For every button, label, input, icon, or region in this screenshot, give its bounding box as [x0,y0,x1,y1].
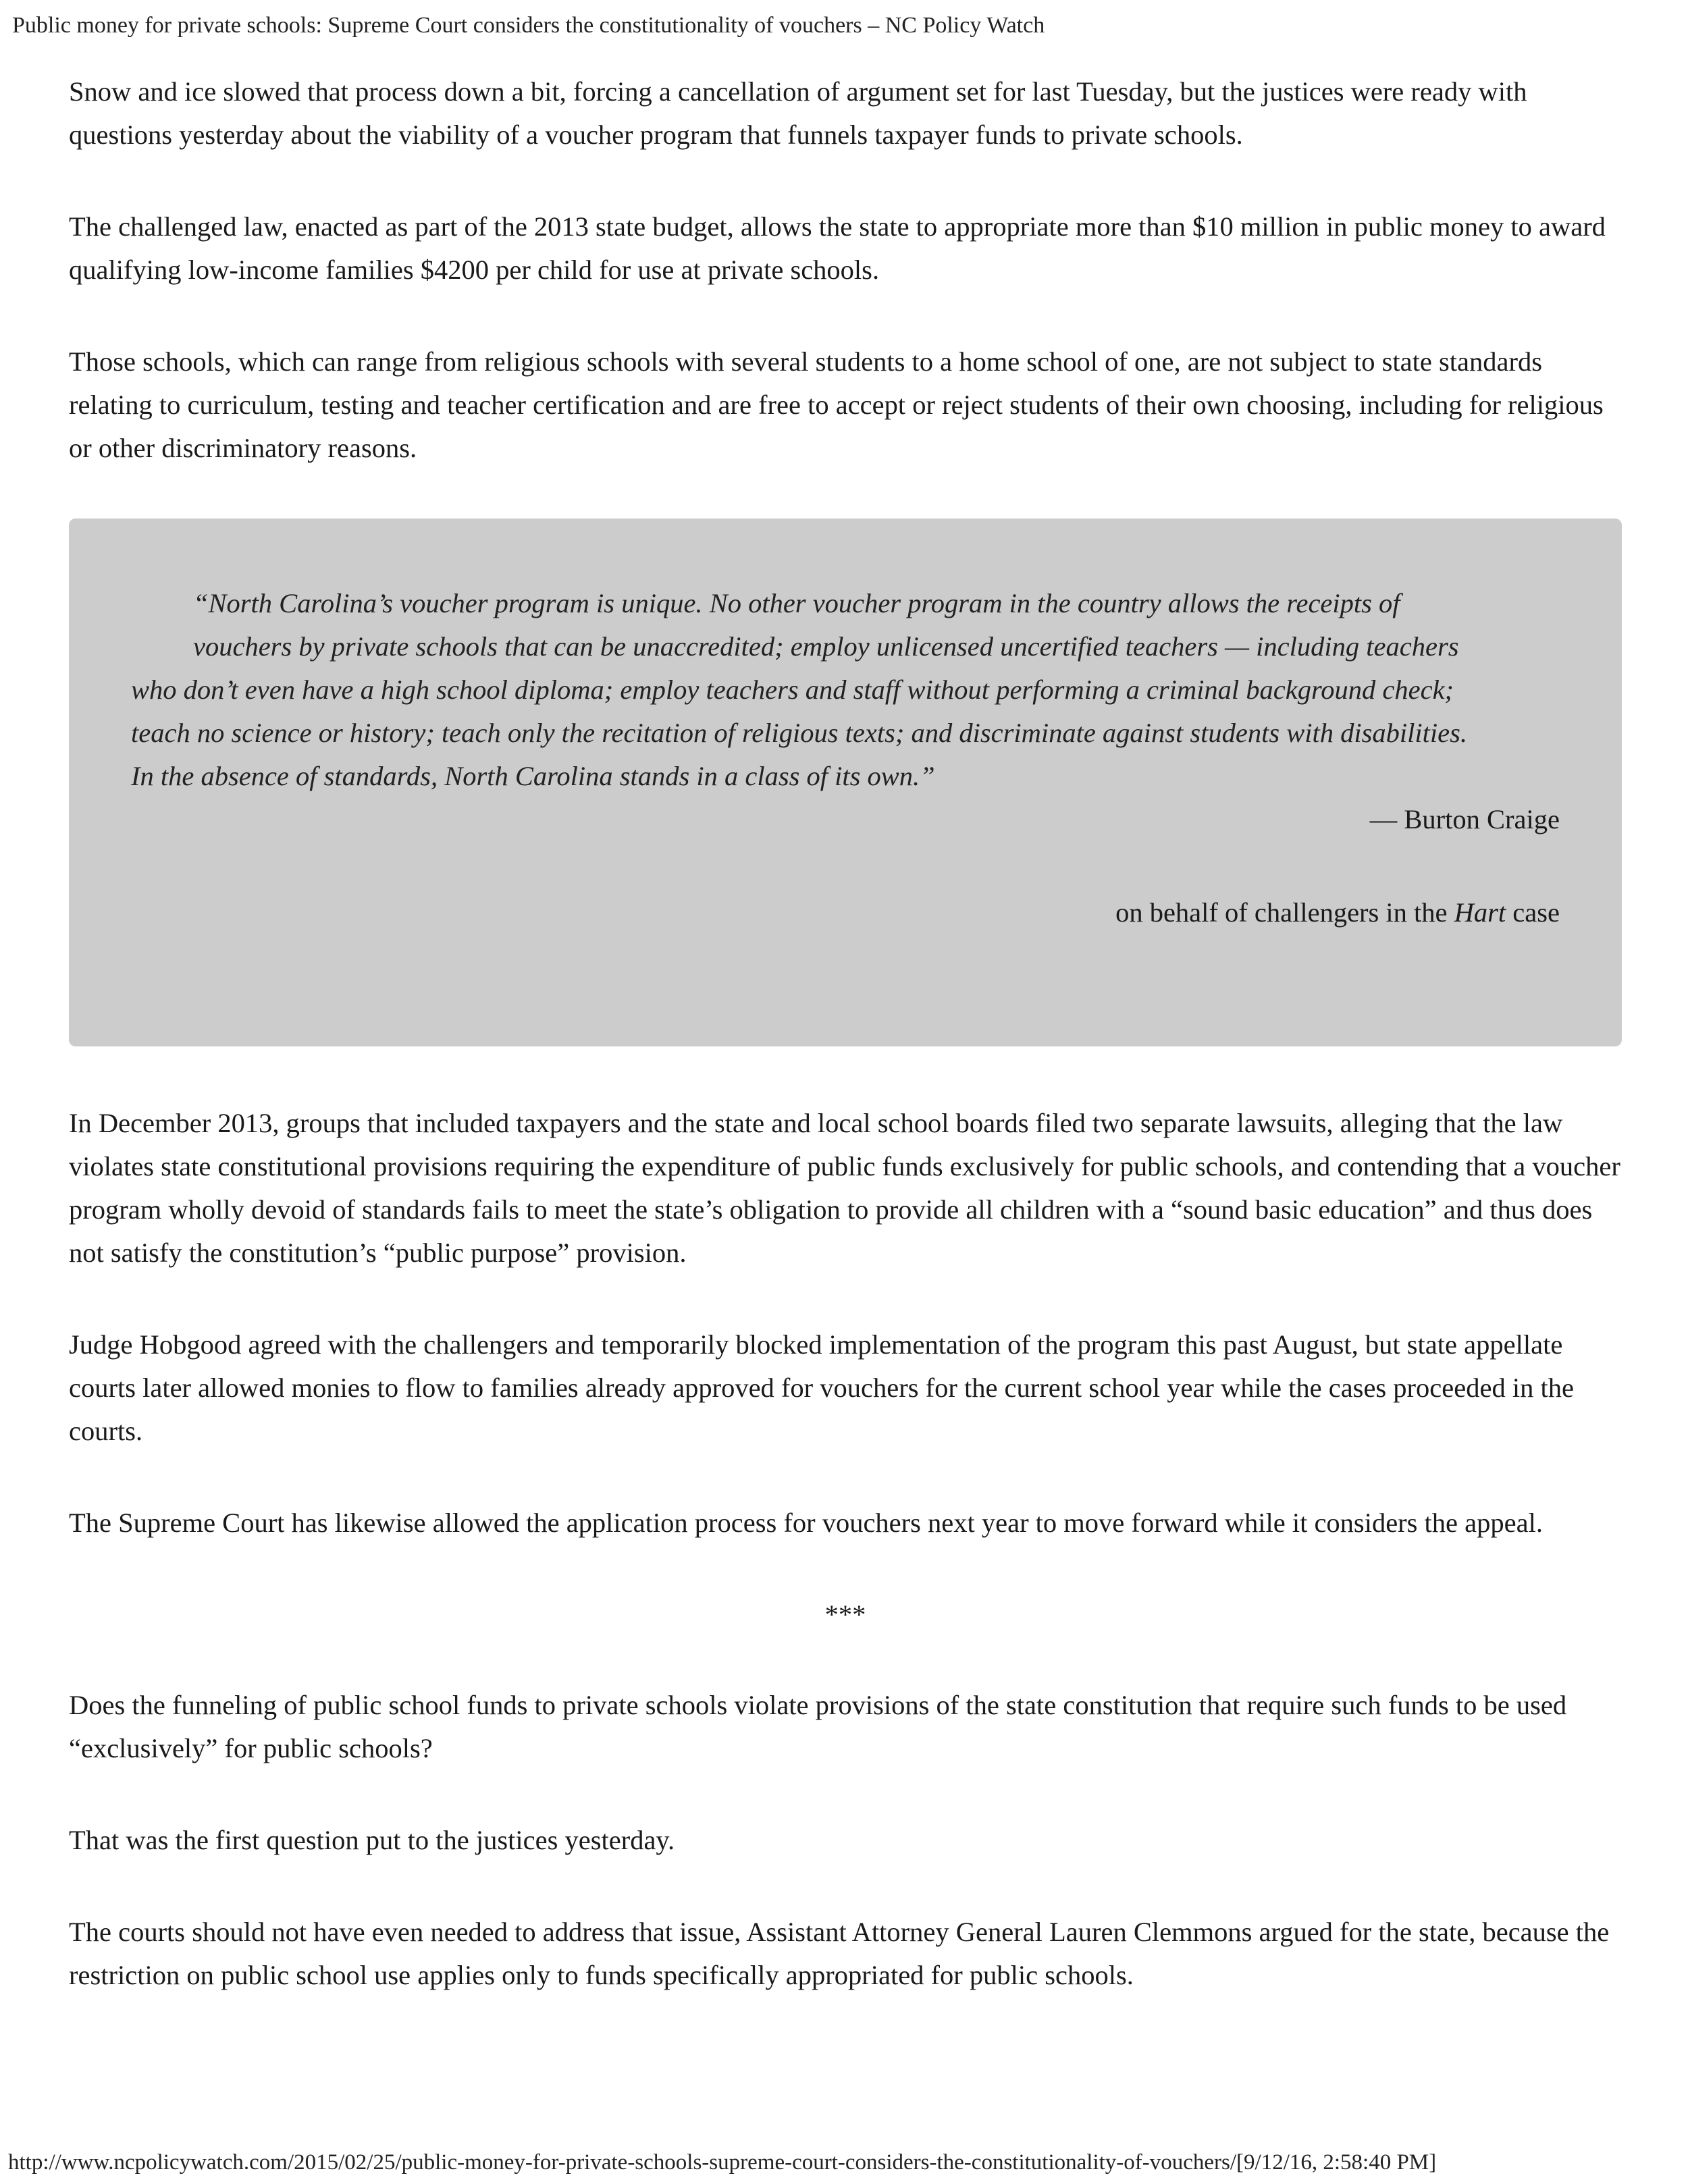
attribution-role-suffix: case [1506,897,1560,928]
article-paragraph: The challenged law, enacted as part of the 2013 state budget, allows the state to appropriate more than $10 million in public money to award qualifying low-income families $4200 per child for use at private schools. [69,211,1606,285]
article-paragraph: Snow and ice slowed that process down a bit, forcing a cancellation of argument set for last Tuesday, but the justices were ready with questions yesterday about the viability of a voucher program that funnels taxpayer funds to private schools. [69,76,1527,150]
page-footer-url: http://www.ncpolicywatch.com/2015/02/25/public-money-for-private-schools-supreme-court-considers-the-constitutionality-of-vouchers/[9/12/16, 2:58:40 PM] [8,2150,1437,2175]
article-body [69,70,1622,2046]
attribution-role-prefix: on behalf of challengers in the [1115,897,1454,928]
pull-quote-line: In the absence of standards, North Carolina stands in a class of its own.” [131,761,935,791]
page-header-title: Public money for private schools: Supreme Court considers the constitutionality of vouchers – NC Policy Watch [12,13,1045,38]
article-paragraph: The Supreme Court has likewise allowed the application process for vouchers next year to move forward while it considers the appeal. [69,1508,1543,1538]
article-paragraph: The courts should not have even needed to address that issue, Assistant Attorney General Lauren Clemmons argued for the state, because the restriction on public school use applies only to funds specifically appropriated for public schools. [69,1917,1610,1990]
pull-quote-line: vouchers by private schools that can be unaccredited; employ unlicensed uncertified teachers — including teachers [193,631,1459,662]
article-paragraph: Judge Hobgood agreed with the challengers and temporarily blocked implementation of the program this past August, but state appellate courts later allowed monies to flow to families already approved for vouchers for the current school year while the cases proceeded in the courts. [69,1329,1574,1446]
pull-quote-box [69,518,1622,1046]
pull-quote-line: who don’t even have a high school diploma; employ teachers and staff without performing a criminal background check; [131,674,1454,705]
pull-quote-attribution: — Burton Craige [1369,804,1560,834]
article-paragraph: In December 2013, groups that included taxpayers and the state and local school boards filed two separate lawsuits, alleging that the law violates state constitutional provisions requiring the expenditure of public funds exclusively for public schools, and contending that a voucher program wholly devoid of standards fails to meet the state’s obligation to provide all children with a “sound basic education” and thus does not satisfy the constitution’s “public purpose” provision. [69,1108,1620,1268]
article-paragraph: That was the first question put to the justices yesterday. [69,1825,675,1855]
pull-quote-line: teach no science or history; teach only the recitation of religious texts; and discriminate against students with disabilities. [131,718,1467,748]
section-separator: *** [824,1599,866,1630]
attribution-case-name: Hart [1454,897,1506,928]
article-paragraph: Those schools, which can range from religious schools with several students to a home school of one, are not subject to state standards relating to curriculum, testing and teacher certification and are free to accept or reject students of their own choosing, including for religious or other discriminatory reasons. [69,346,1604,463]
pull-quote-text [131,582,1560,798]
pull-quote-attribution-role [131,891,1560,934]
pull-quote-line: “North Carolina’s voucher program is unique. No other voucher program in the country allows the receipts of [193,588,1400,618]
article-paragraph: Does the funneling of public school funds to private schools violate provisions of the state constitution that require such funds to be used “exclusively” for public schools? [69,1690,1567,1763]
